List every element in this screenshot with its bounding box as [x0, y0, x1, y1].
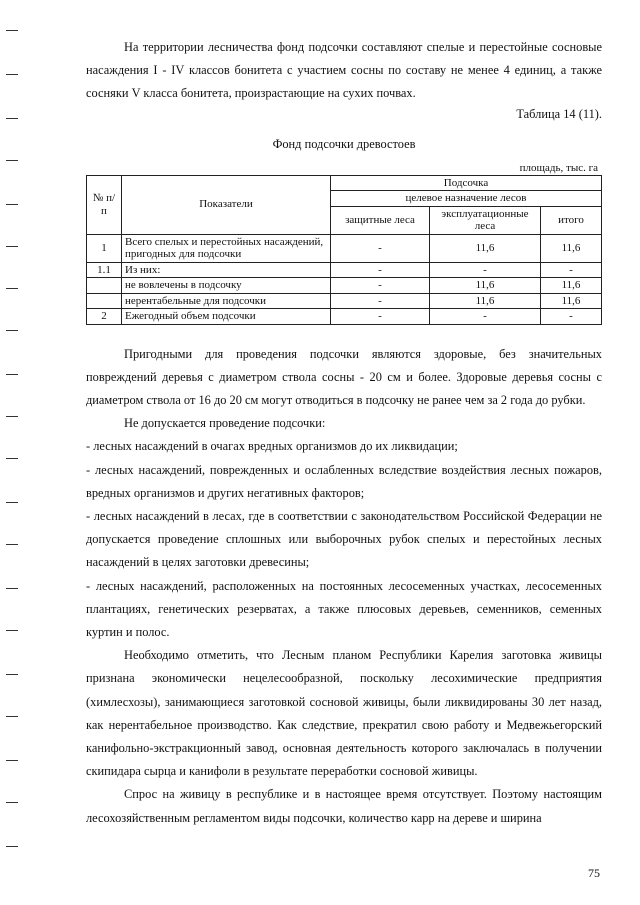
cell-total: 11,6 [541, 293, 602, 309]
margin-tick [6, 246, 18, 247]
cell-number [87, 293, 122, 309]
table-row [87, 262, 602, 278]
margin-tick [6, 288, 18, 289]
document-page [86, 36, 602, 830]
col-header-total: итого [541, 206, 602, 234]
cell-total: - [541, 309, 602, 325]
margin-tick [6, 760, 18, 761]
margin-tick [6, 330, 18, 331]
list-item: - лесных насаждений, расположенных на постоянных лесосеменных участках, лесосеменных плантациях, генетических резерватах, а также плюсовых деревьев, семенников, семенных куртин и полос. [86, 578, 602, 640]
cell-label: Из них: [122, 262, 331, 278]
list-item: - лесных насаждений в очагах вредных организмов до их ликвидации; [86, 439, 458, 454]
col-header-protective: защитные леса [331, 206, 430, 234]
margin-tick [6, 802, 18, 803]
list-item: - лесных насаждений в лесах, где в соответствии с законодательством Российской Федерации не допускается проведение сплошных или выборочных рубок спелых и перестойных лесных насаждений в целях заготовки древесины; [86, 509, 602, 570]
cell-number: 1 [87, 234, 122, 262]
tapping-fund-table [86, 175, 602, 325]
cell-label: Ежегодный объем подсочки [122, 309, 331, 325]
cell-exploitation: - [430, 262, 541, 278]
margin-tick [6, 118, 18, 119]
margin-tick [6, 416, 18, 417]
margin-tick [6, 716, 18, 717]
margin-tick [6, 588, 18, 589]
margin-tick [6, 502, 18, 503]
cell-total: 11,6 [541, 234, 602, 262]
table-row [87, 278, 602, 294]
intro-paragraph: На территории лесничества фонд подсочки составляют спелые и перестойные сосновые насаждения I - IV классов бонитета с участием сосны по составу не менее 4 единиц, а также сосняки V класса бонитета, произрастающие на сухих почвах. [86, 40, 602, 101]
table-row [87, 234, 602, 262]
cell-protective: - [331, 293, 430, 309]
margin-tick [6, 74, 18, 75]
cell-label: не вовлечены в подсочку [122, 278, 331, 294]
table-row [87, 309, 602, 325]
list-item: - лесных насаждений, поврежденных и ослабленных вследствие воздействия лесных пожаров, вредных организмов и других негативных факторов; [86, 462, 602, 500]
margin-tick [6, 674, 18, 675]
margin-tick [6, 846, 18, 847]
cell-number [87, 278, 122, 294]
margin-tick [6, 630, 18, 631]
margin-tick [6, 30, 18, 31]
margin-tick [6, 160, 18, 161]
margin-tick [6, 204, 18, 205]
not-allowed-heading: Не допускается проведение подсочки: [124, 416, 326, 431]
col-header-exploitation: эксплуатационные леса [430, 206, 541, 234]
margin-tick [6, 458, 18, 459]
page-number: 75 [588, 866, 600, 880]
table-title: Фонд подсочки древостоев [272, 136, 416, 151]
cell-exploitation: 11,6 [430, 293, 541, 309]
cell-number: 1.1 [87, 262, 122, 278]
cell-protective: - [331, 262, 430, 278]
col-header-indicators: Показатели [122, 175, 331, 234]
demand-paragraph: Спрос на живицу в республике и в настоящее время отсутствует. Поэтому настоящим лесохозяйственным регламентом виды подсочки, количество карр на дереве и ширина [86, 787, 602, 825]
table-row [87, 293, 602, 309]
cell-number: 2 [87, 309, 122, 325]
cell-protective: - [331, 278, 430, 294]
cell-protective: - [331, 309, 430, 325]
cell-protective: - [331, 234, 430, 262]
cell-total: 11,6 [541, 278, 602, 294]
col-header-purpose: целевое назначение лесов [331, 191, 602, 207]
cell-exploitation: - [430, 309, 541, 325]
karelia-paragraph: Необходимо отметить, что Лесным планом Республики Карелия заготовка живицы признана экономически нецелесообразной, поскольку лесохимические предприятия (химлесхозы), занимающиеся заготовкой сосновой живицы, были ликвидированы 30 лет назад, как нерентабельное производство. Как следствие, прекратил свою работу и Медвежьегорский канифольно-экстракционный завод, основная деятельность которого заключалась в получении скипидара сырца и канифоли в результате переработки сосновой живицы. [86, 648, 602, 779]
table-unit: площадь, тыс. га [519, 161, 598, 174]
margin-ticks [0, 0, 30, 905]
margin-tick [6, 374, 18, 375]
table-reference: Таблица 14 (11). [516, 106, 602, 121]
cell-exploitation: 11,6 [430, 278, 541, 294]
col-header-tapping: Подсочка [331, 175, 602, 191]
col-header-number: № п/п [87, 175, 122, 234]
cell-label: Всего спелых и перестойных насаждений, пригодных для подсочки [122, 234, 331, 262]
cell-total: - [541, 262, 602, 278]
margin-tick [6, 544, 18, 545]
cell-label: нерентабельные для подсочки [122, 293, 331, 309]
suitability-paragraph: Пригодными для проведения подсочки являются здоровые, без значительных повреждений деревья с диаметром ствола сосны - 20 см и более. Здоровые деревья сосны с диаметром ствола от 16 до 20 см могут отводиться в подсочку не ранее чем за 2 года до рубки. [86, 346, 602, 408]
cell-exploitation: 11,6 [430, 234, 541, 262]
